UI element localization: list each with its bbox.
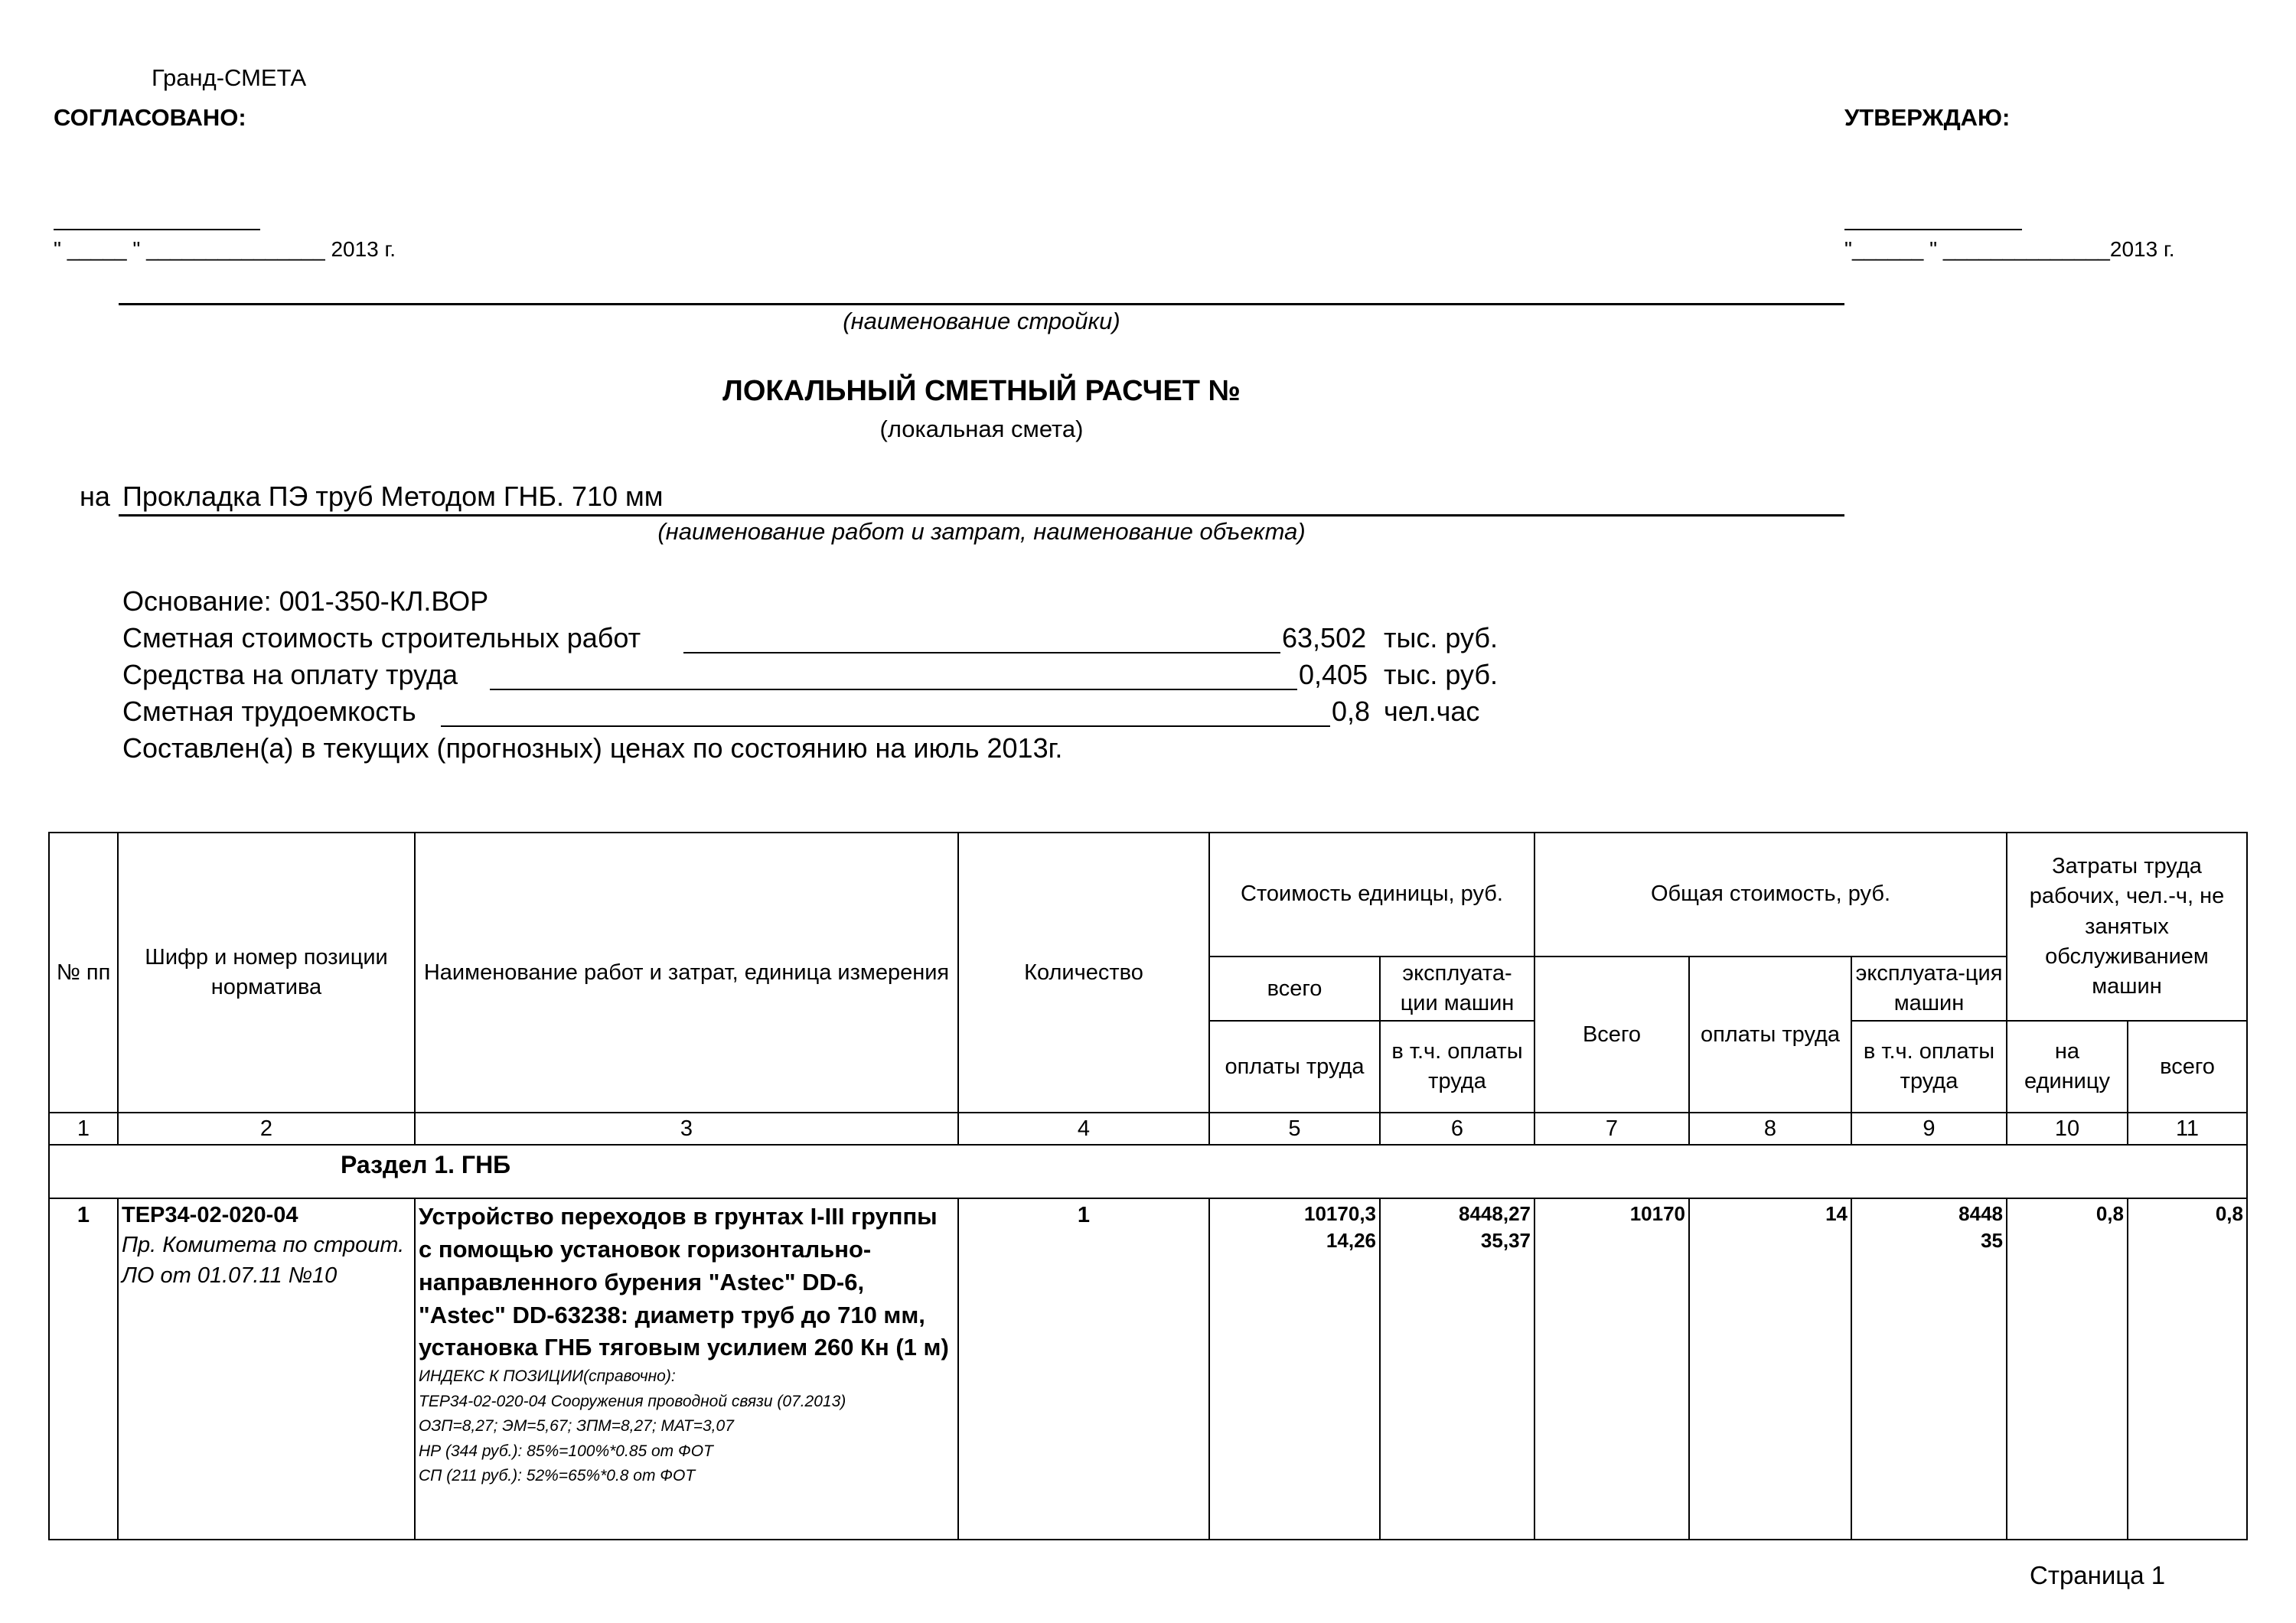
work-name-line xyxy=(119,514,1844,517)
document-subtitle: (локальная смета) xyxy=(879,416,1084,442)
row-qty: 1 xyxy=(958,1198,1209,1540)
header-unit-labor-pay: оплаты труда xyxy=(1209,1021,1380,1113)
labor-pay-label: Средства на оплату труда xyxy=(122,659,458,690)
row-total-machines: 8448 xyxy=(1958,1202,2003,1226)
on-label: на xyxy=(80,481,110,512)
column-number: 1 xyxy=(49,1113,118,1145)
header-labor-per-unit: на единицу xyxy=(2007,1021,2128,1113)
row-unit-all: 10170,3 xyxy=(1304,1202,1376,1226)
header-total: Всего xyxy=(1534,957,1689,1113)
labor-pay-unit: тыс. руб. xyxy=(1384,659,1499,690)
row-note: ОЗП=8,27; ЭМ=5,67; ЗПМ=8,27; МАТ=3,07 xyxy=(419,1417,734,1436)
column-number: 9 xyxy=(1851,1113,2007,1145)
page-number: Страница 1 xyxy=(2030,1561,2166,1589)
labor-underline xyxy=(441,725,1330,727)
labor-label: Сметная трудоемкость xyxy=(122,696,416,727)
basis: Основание: 001-350-КЛ.ВОР xyxy=(122,585,489,617)
row-unit-cost-cell xyxy=(1209,1198,1380,1540)
column-number: 11 xyxy=(2128,1113,2247,1145)
cost-value: 63,502 xyxy=(1282,622,1367,653)
labor-unit: чел.час xyxy=(1384,696,1480,727)
project-name-line xyxy=(119,303,1844,305)
row-total-labor: 14 xyxy=(1825,1202,1848,1226)
row-unit-machines: 8448,27 xyxy=(1459,1202,1531,1226)
labor-pay-value: 0,405 xyxy=(1299,659,1368,690)
row-source: Пр. Комитета по строит. ЛО от 01.07.11 №10 xyxy=(122,1233,405,1288)
row-code: ТЕР34-02-020-04 xyxy=(122,1203,298,1228)
row-unit-machines-labor: 35,37 xyxy=(1480,1229,1531,1253)
project-caption: (наименование стройки) xyxy=(843,308,1120,334)
date-right: "______ " ______________2013 г. xyxy=(1844,237,2175,261)
column-number: 7 xyxy=(1534,1113,1689,1145)
estimate-table xyxy=(48,832,2248,1540)
work-name: Прокладка ПЭ труб Методом ГНБ. 710 мм xyxy=(122,481,664,512)
cost-unit: тыс. руб. xyxy=(1384,622,1499,653)
cost-label: Сметная стоимость строительных работ xyxy=(122,622,641,653)
agreed-label: СОГЛАСОВАНО: xyxy=(54,104,246,131)
column-number: 4 xyxy=(958,1113,1209,1145)
approve-label: УТВЕРЖДАЮ: xyxy=(1844,104,2011,131)
row-note: ИНДЕКС К ПОЗИЦИИ(справочно): xyxy=(419,1367,676,1386)
row-labor-per-unit-cell xyxy=(2007,1198,2128,1540)
header-total-machines: эксплуата-ция машин xyxy=(1851,957,2007,1021)
column-number: 3 xyxy=(415,1113,958,1145)
signature-line-right xyxy=(1844,229,2022,230)
table-row xyxy=(49,1198,2247,1540)
row-labor-total: 0,8 xyxy=(2215,1202,2243,1226)
row-code-cell xyxy=(118,1198,415,1540)
column-number: 6 xyxy=(1380,1113,1534,1145)
prices-note: Составлен(а) в текущих (прогнозных) ценах по состоянию на июль 2013г. xyxy=(122,732,1063,764)
header-total-incl-labor: в т.ч. оплаты труда xyxy=(1851,1021,2007,1113)
row-unit-machines-cell xyxy=(1380,1198,1534,1540)
labor-pay-underline xyxy=(490,689,1297,690)
row-num: 1 xyxy=(49,1198,118,1540)
row-total: 10170 xyxy=(1629,1202,1685,1226)
header-unit-cost: Стоимость единицы, руб. xyxy=(1209,833,1534,957)
row-note: НР (344 руб.): 85%=100%*0.85 от ФОТ xyxy=(419,1442,713,1460)
row-unit-labor: 14,26 xyxy=(1326,1229,1376,1253)
header-unit-incl-labor: в т.ч. оплаты труда xyxy=(1380,1021,1534,1113)
header-unit-all: всего xyxy=(1209,957,1380,1021)
header-unit-machines: эксплуата-ции машин xyxy=(1380,957,1534,1021)
app-name: Гранд-СМЕТА xyxy=(152,64,307,91)
labor-value: 0,8 xyxy=(1332,696,1371,727)
row-total-machines-labor: 35 xyxy=(1981,1229,2003,1253)
header-labor-all: всего xyxy=(2128,1021,2247,1113)
document-title: ЛОКАЛЬНЫЙ СМЕТНЫЙ РАСЧЕТ № xyxy=(722,375,1241,407)
row-note: ТЕР34-02-020-04 Сооружения проводной связи (07.2013) xyxy=(419,1392,846,1410)
row-total-labor-cell xyxy=(1689,1198,1851,1540)
column-number: 8 xyxy=(1689,1113,1851,1145)
row-labor-per-unit: 0,8 xyxy=(2095,1202,2124,1226)
row-total-cell xyxy=(1534,1198,1689,1540)
cost-underline xyxy=(683,652,1280,653)
row-labor-total-cell xyxy=(2128,1198,2247,1540)
header-total-cost: Общая стоимость, руб. xyxy=(1534,833,2007,957)
row-title: Устройство переходов в грунтах I-III группы с помощью установок горизонтально-направленного бурения "Astec" DD-6, "Astec" DD-63238: диаметр труб до 710 мм, установка ГНБ тяговым усилием 260 Кн (1 м) xyxy=(419,1203,949,1361)
work-caption: (наименование работ и затрат, наименование объекта) xyxy=(657,518,1306,545)
header-code: Шифр и номер позиции норматива xyxy=(118,833,415,1113)
row-total-machines-cell xyxy=(1851,1198,2007,1540)
row-name-cell xyxy=(415,1198,958,1540)
section-title: Раздел 1. ГНБ xyxy=(49,1145,2247,1198)
header-total-labor-pay: оплаты труда xyxy=(1689,957,1851,1113)
row-note: СП (211 руб.): 52%=65%*0.8 от ФОТ xyxy=(419,1467,696,1485)
column-number: 5 xyxy=(1209,1113,1380,1145)
column-number: 10 xyxy=(2007,1113,2128,1145)
column-number: 2 xyxy=(118,1113,415,1145)
signature-line-left xyxy=(54,229,260,230)
header-num: № пп xyxy=(49,833,118,1113)
header-qty: Количество xyxy=(958,833,1209,1113)
date-left: " _____ " _______________ 2013 г. xyxy=(54,237,396,261)
header-labor: Затраты труда рабочих, чел.-ч, не занятых обслуживанием машин xyxy=(2007,833,2247,1021)
header-name: Наименование работ и затрат, единица измерения xyxy=(415,833,958,1113)
